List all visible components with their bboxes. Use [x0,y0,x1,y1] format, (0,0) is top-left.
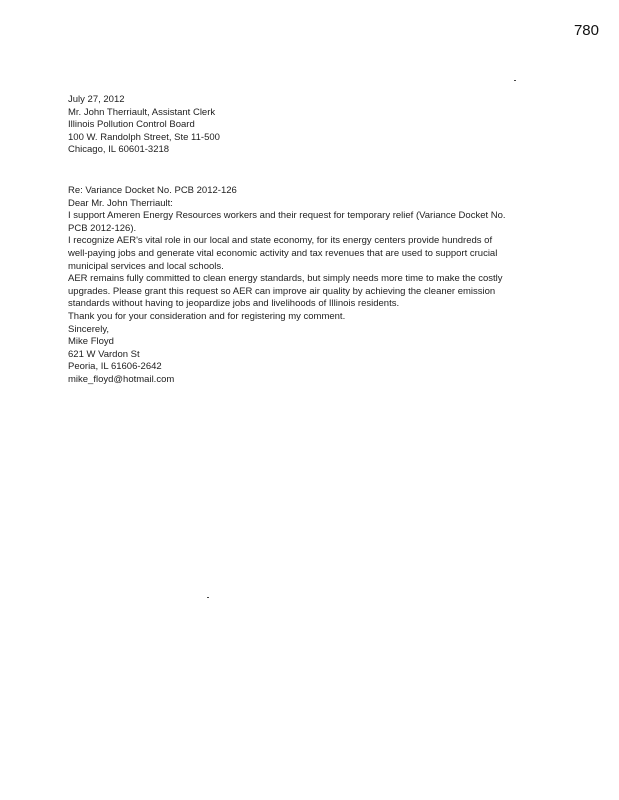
reference-line: Re: Variance Docket No. PCB 2012-126 [68,184,237,196]
scan-speck [514,80,516,81]
closing-line: Thank you for your consideration and for registering my comment. [68,310,346,322]
recipient-line: 100 W. Randolph Street, Ste 11-500 [68,131,220,143]
body-paragraph: I recognize AER's vital role in our local and state economy, for its energy centers provide hundreds of well-paying jobs and generate vital economic activity and tax revenues that are used to support crucial municipal services and local schools. [68,235,498,272]
salutation: Dear Mr. John Therriault: [68,197,173,209]
sender-address: 621 W Vardon St [68,348,140,360]
signature-block [68,324,508,387]
recipient-line: Illinois Pollution Control Board [68,119,195,131]
scan-speck [207,597,209,598]
body-paragraph: AER remains fully committed to clean energy standards, but simply needs more time to make the costly upgrades. Please grant this request so AER can improve air quality by achieving the cleaner emission standards without having to jeopardize jobs and livelihoods of Illinois residents. [68,273,503,310]
recipient-line: Mr. John Therriault, Assistant Clerk [68,106,216,118]
sender-city: Peoria, IL 61606-2642 [68,361,162,373]
letter-body [68,94,508,386]
sender-email: mike_floyd@hotmail.com [68,373,175,385]
sender-name: Mike Floyd [68,336,114,348]
letter-date: July 27, 2012 [68,94,125,105]
recipient-address [68,107,508,157]
page-number: 780 [573,22,599,39]
body-paragraph: I support Ameren Energy Resources workers and their request for temporary relief (Variance Docket No. PCB 2012-126). [68,210,506,234]
signoff: Sincerely, [68,323,110,335]
recipient-line: Chicago, IL 60601-3218 [68,144,170,156]
